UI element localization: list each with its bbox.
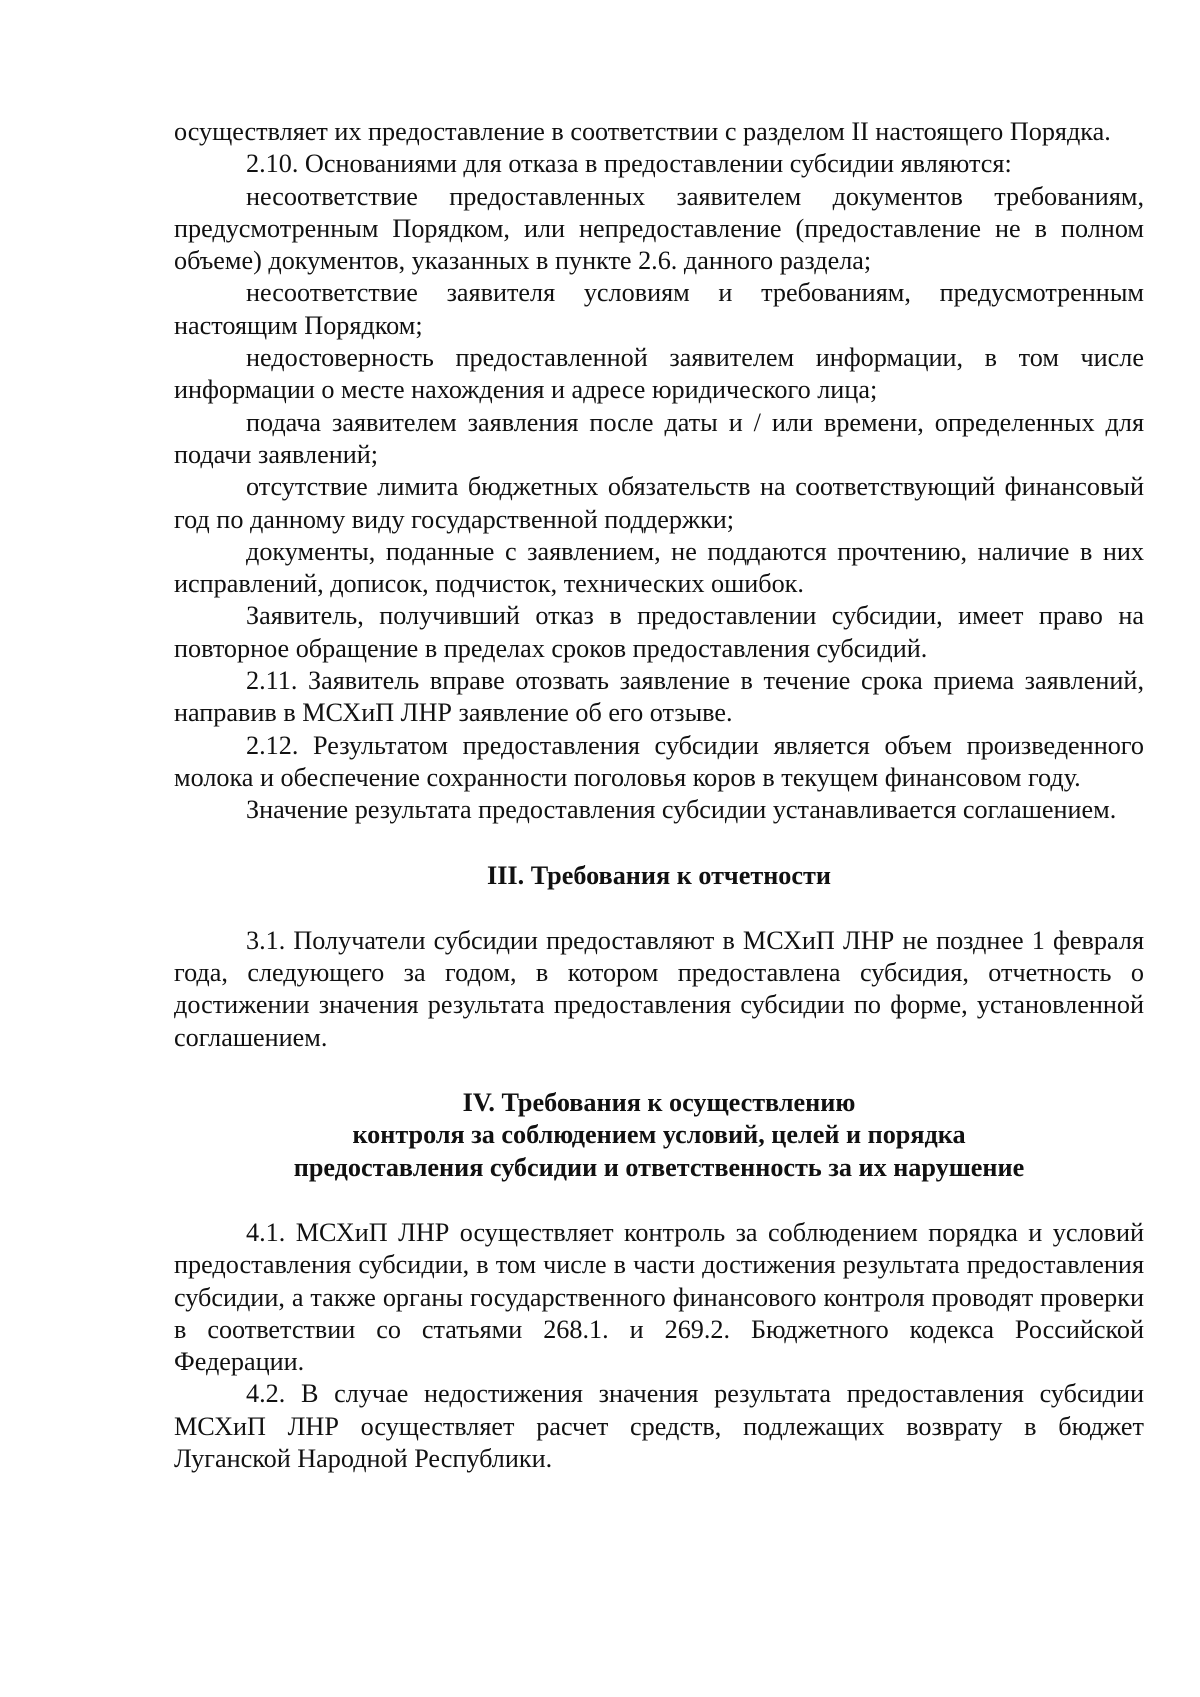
spacer	[174, 827, 1144, 860]
spacer	[174, 1184, 1144, 1217]
document-page	[174, 116, 1144, 1475]
section-3-heading: III. Требования к отчетности	[487, 860, 831, 890]
section-4-heading-line-2: контроля за соблюдением условий, целей и порядка	[352, 1120, 966, 1150]
section-4-heading-line-3: предоставления субсидии и ответственность за их нарушение	[293, 1152, 1025, 1182]
paragraph-refusal-reason-5: отсутствие лимита бюджетных обязательств на соответствующий финансовый год по данному виду государственной поддержки;	[174, 472, 1144, 534]
paragraph-refusal-reason-3: недостоверность предоставленной заявителем информации, в том числе информации о месте нахождения и адресе юридического лица;	[174, 343, 1144, 405]
spacer	[174, 892, 1144, 925]
paragraph-repeat-application: Заявитель, получивший отказ в предоставлении субсидии, имеет право на повторное обращение в пределах сроков предоставления субсидий.	[174, 601, 1144, 663]
paragraph-2-12: 2.12. Результатом предоставления субсидии является объем произведенного молока и обеспечение сохранности поголовья коров в текущем финансовом году.	[174, 730, 1144, 792]
paragraph-refusal-reason-2: несоответствие заявителя условиям и требованиям, предусмотренным настоящим Порядком;	[174, 278, 1144, 340]
paragraph-result-value: Значение результата предоставления субсидии устанавливается соглашением.	[246, 795, 1117, 825]
paragraph-3-1: 3.1. Получатели субсидии предоставляют в МСХиП ЛНР не позднее 1 февраля года, следующего за годом, в котором предоставлена субсидия, отчетность о достижении значения результата предоставления субсидии по форме, установленной соглашением.	[174, 925, 1144, 1052]
paragraph-4-2: 4.2. В случае недостижения значения результата предоставления субсидии МСХиП ЛНР осуществляет расчет средств, подлежащих возврату в бюджет Луганской Народной Республики.	[174, 1379, 1144, 1473]
paragraph-continuation: осуществляет их предоставление в соответствии с разделом II настоящего Порядка.	[174, 117, 1111, 146]
paragraph-2-10: 2.10. Основаниями для отказа в предоставлении субсидии являются:	[246, 149, 1012, 179]
paragraph-refusal-reason-6: документы, поданные с заявлением, не поддаются прочтению, наличие в них исправлений, дописок, подчисток, технических ошибок.	[174, 536, 1144, 599]
paragraph-refusal-reason-4: подача заявителем заявления после даты и / или времени, определенных для подачи заявлений;	[174, 407, 1144, 469]
paragraph-4-1: 4.1. МСХиП ЛНР осуществляет контроль за соблюдением порядка и условий предоставления субсидии, в том числе в части достижения результата предоставления субсидии, а также органы государственного финансового контроля проводят проверки в соответствии со статьями 268.1. и 269.2. Бюджетного кодекса Российской Федерации.	[174, 1217, 1144, 1377]
section-4-heading-line-1: IV. Требования к осуществлению	[462, 1088, 856, 1118]
paragraph-2-11: 2.11. Заявитель вправе отозвать заявление в течение срока приема заявлений, направив в МСХиП ЛНР заявление об его отзыве.	[174, 666, 1144, 728]
spacer	[174, 1054, 1144, 1087]
paragraph-refusal-reason-1: несоответствие предоставленных заявителем документов требованиям, предусмотренным Порядком, или непредоставление (предоставление не в полном объеме) документов, указанных в пункте 2.6. данного раздела;	[174, 181, 1144, 276]
